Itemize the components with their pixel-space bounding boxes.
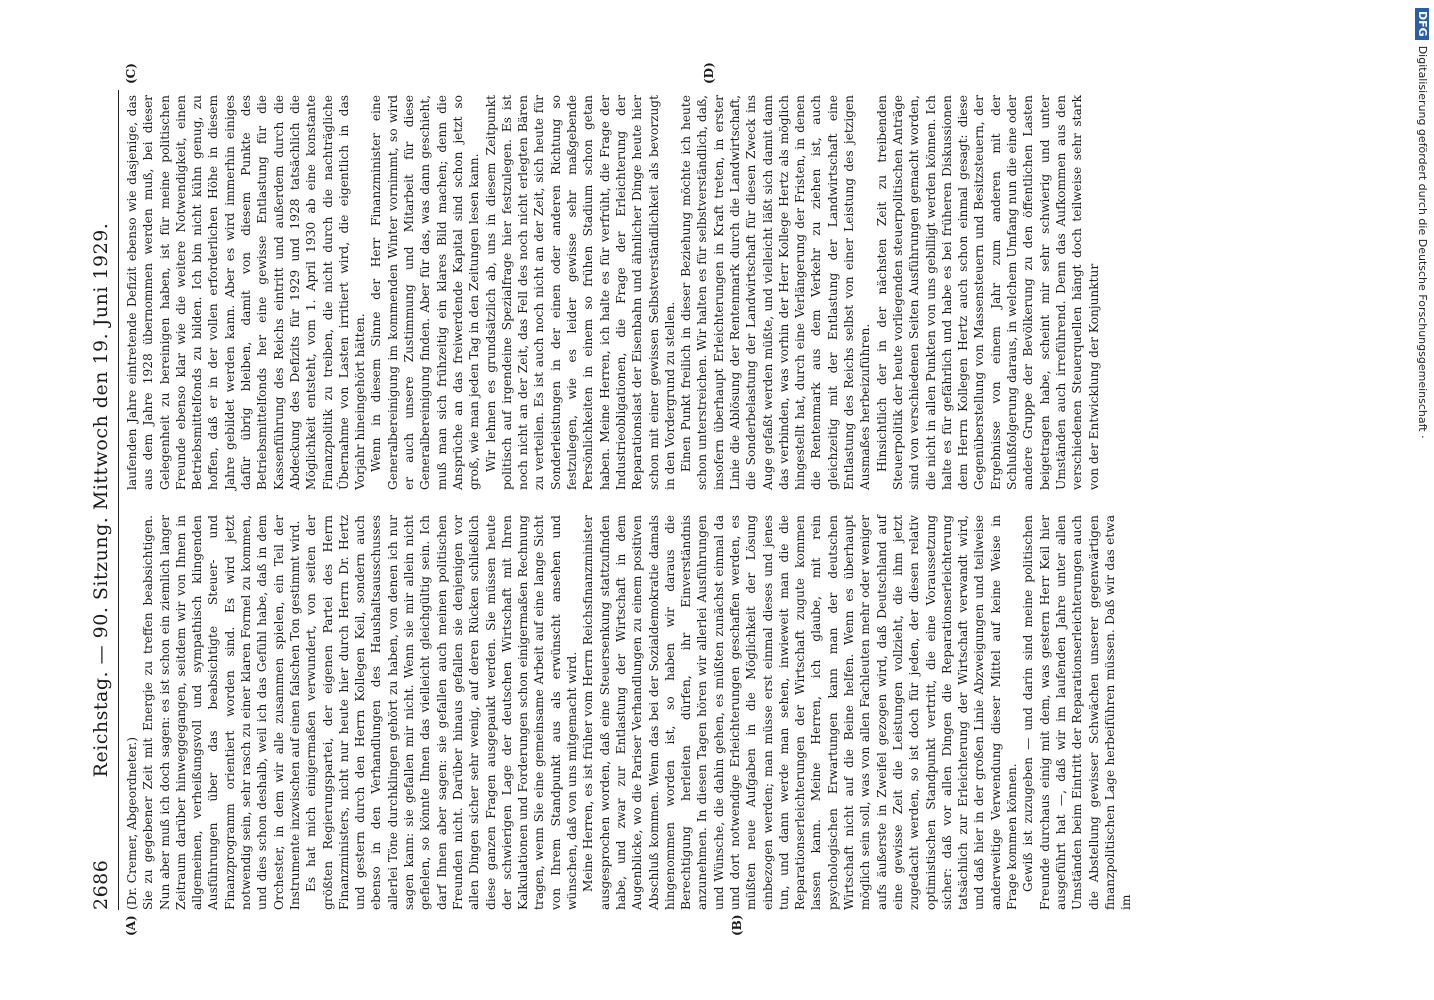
paragraph: Hinsichtlich der in der nächsten Zeit zu treibenden Steuerpolitik der heute vorliegenden steuerpolitischen Anträge sind von verschiedenen Seiten Ausführungen gemacht worden, die nicht in allen Punkten von uns gebilligt werden können. Ich halte es für gefährlich und habe es bei früheren Diskussionen dem Herrn Kollegen Hertz auch schon einmal gesagt: diese Gegenüberstellung von Massensteuern und Besitzsteuern, der Ergebnisse von einem Jahr zum anderen mit der Schlußfolgerung daraus, in welchem Umfang nun die eine oder andere Gruppe der Bevölkerung zu den öffentlichen Lasten beigetragen habe, scheint mir sehr schwierig und unter Umständen auch irreführend. Denn das Aufkommen aus den verschiedenen Steuerquellen hängt doch teilweise sehr stark von der Entwicklung der Konjunktur [874,95,1101,490]
header-title: Reichstag. — 90. Sitzung. Mittwoch den 19. Juni 1929. [90,222,112,778]
margin-marker-b: (B) [730,914,744,936]
page-number: 2686 [90,859,112,910]
dfg-credit: Digitalisierung gefördert durch die Deutsche Forschungsgemeinschaft · [1416,45,1429,439]
dfg-sidebar-text [1411,8,1433,1000]
paragraph: Gewiß ist zuzugeben — und darin sind meine politischen Freunde durchaus einig mit dem, was gestern Herr Keil hier ausgeführt hat —, daß wir im laufenden Jahre unter allen Umständen beim Eintritt der Reparationserleichterungen auch die Abstellung gewisser Schwächen unserer gegenwärtigen finanzpolitischen Lage herbeiführen müssen. Daß wir das etwa im [1021,515,1134,910]
running-header [90,90,114,910]
left-column [124,515,1330,910]
paragraph: Sie zu gegebener Zeit mit Energie zu treffen beabsichtigen. Nun aber muß ich doch sagen: es ist schon ein ziemlich langer Zeitraum darüber hinweggegangen, seitdem wir von Ihnen in allgemeinen, verheißungsvoll und sympathisch klingenden Ausführungen über das beabsichtigte Steuer- und Finanzprogramm orientiert worden sind. Es wird jetzt notwendig sein, sehr rasch zu einer klaren Formel zu kommen, und dies schon deshalb, weil ich das Gefühl habe, daß in dem Orchester, in dem wir alle zusammen spielen, ein Teil der Instrumente inzwischen auf einen falschen Ton gestimmt wird. [141,515,302,910]
paragraph: Es hat mich einigermaßen verwundert, von seiten der größten Regierungspartei, der eigenen Partei des Herrn Finanzministers, nicht nur heute hier durch Herrn Dr. Hertz und gestern durch den Herrn Kollegen Keil, sondern auch ebenso in den Verhandlungen des Haushaltsausschusses allerlei Töne durchklingen gehört zu haben, von denen ich nur sagen kann: sie gefallen mir nicht. Wenn sie mir allein nicht gefielen, so könnte Ihnen das vielleicht gleichgültig sein. Ich darf Ihnen aber sagen: sie gefallen auch meinen politischen Freunden nicht. Darüber hinaus gefallen sie denjenigen vor allen Dingen sicher sehr wenig, auf deren Rücken schließlich diese ganzen Fragen ausgepaukt werden. Sie müssen heute der schwierigen Lage der deutschen Wirtschaft mit Ihren Kalkulationen und Forderungen schon einigermaßen Rechnung tragen, wenn Sie eine gemeinsame Arbeit auf eine lange Sicht von Ihrem Standpunkt aus als erwünscht ansehen und wünschen, daß von uns mitgemacht wird. [304,515,580,910]
right-column [124,95,1330,490]
margin-marker-a: (A) [124,915,138,936]
document-page [90,62,1330,936]
header-rule [118,90,119,910]
paragraph: laufenden Jahre eintretende Defizit ebenso wie dasjenige, das aus dem Jahre 1928 übernommen werden muß, bei dieser Gelegenheit zu bereinigen haben, ist für meine politischen Freunde ebenso klar wie die weitere Notwendigkeit, einen Betriebsmittelfonds zu bilden. Ich bin nicht kühn genug, zu hoffen, daß er in der vollen erforderlichen Höhe in diesem Jahre gebildet werden kann. Aber es wird immerhin einiges dafür übrig bleiben, damit von diesem Punkte des Betriebsmittelfonds her eine gewisse Entlastung für die Kassenführung des Reichs eintritt und außerdem durch die Abdeckung des Defizits für 1929 und 1928 tatsächlich die Möglichkeit entsteht, vom 1. April 1930 ab eine konstante Finanzpolitik zu treiben, die nicht durch die nachträgliche Übernahme von Lasten irritiert wird, die eigentlich in das Vorjahr hineingehört hätten. [125,95,368,490]
paragraph: Einen Punkt freilich in dieser Beziehung möchte ich heute schon unterstreichen. Wir halten es für selbstverständlich, daß, insofern überhaupt Erleichterungen in Kraft treten, in erster Linie die Ablösung der Rentenmark durch die Landwirtschaft, die Sonderbelastung der Landwirtschaft für diesen Zweck ins Auge gefaßt werden müßte, und vielleicht läßt sich damit dann das verbinden, was vorhin der Herr Kollege Hertz als möglich hingestellt hat, durch eine Verlängerung der Fristen, in denen die Rentenmark aus dem Verkehr zu ziehen ist, auch gleichzeitig mit der Entlastung der Landwirtschaft eine Entlastung des Reichs selbst von einer Leistung des jetzigen Ausmaßes herbeizuführen. [679,95,873,490]
dfg-sidebar [1411,8,1433,1000]
margin-marker-d: (D) [702,62,716,84]
dfg-logo: DFG [1415,8,1429,40]
paragraph: Meine Herren, es ist früher vom Herrn Reichsfinanzminister ausgesprochen worden, daß eine Steuersenkung stattzufinden habe, und zwar zur Entlastung der Wirtschaft in dem Augenblicke, wo die Pariser Verhandlungen zu einem positiven Abschluß kommen. Wenn das bei der Sozialdemokratie damals hingenommen worden ist, so haben wir daraus die Berechtigung herleiten dürfen, ihr Einverständnis anzunehmen. In diesen Tagen hören wir allerlei Ausführungen und Wünsche, die dahin gehen, es müßten zunächst einmal da und dort notwendige Erleichterungen geschaffen werden, es müßten neue Aufgaben in die Möglichkeit der Lösung einbezogen werden; man müsse erst einmal dieses und jenes tun, und dann werde man sehen, inwieweit man die die Reparationserleichterungen der Wirtschaft zugute kommen lassen kann. Meine Herren, ich glaube, mit rein psychologischen Erwartungen kann man der deutschen Wirtschaft nicht auf die Beine helfen. Wenn es überhaupt möglich sein soll, was von allen Fachleuten mehr oder weniger aufs äußerste in Zweifel gezogen wird, daß Deutschland auf eine gewisse Zeit die Leistungen vollzieht, die ihm jetzt zugedacht werden, so ist doch für jeden, der diesen relativ optimistischen Standpunkt vertritt, die eine Voraussetzung sicher: daß vor allen Dingen die Reparationserleichterung tatsächlich zur Erleichterung der Wirtschaft verwandt wird, und daß hier in der großen Linie Abzweigungen und teilweise anderweitige Verwendung dieser Mittel auf keine Weise in Frage kommen können. [581,515,1020,910]
paragraph: Wir lehnen es grundsätzlich ab, uns in diesem Zeitpunkt politisch auf irgendeine Spezialfrage hier festzulegen. Es ist noch nicht an der Zeit, das Fell des noch nicht erlegten Bären zu verteilen. Es ist auch noch nicht an der Zeit, sich heute für Sonderleistungen in der einen oder anderen Richtung so festzulegen, wie es leider gewisse sehr maßgebende Persönlichkeiten in einem so frühen Stadium schon getan haben. Meine Herren, ich halte es für verfrüht, die Frage der Industrieobligationen, die Frage der Erleichterung der Reparationslast der Eisenbahn und ähnlicher Dinge heute hier schon mit einer gewissen Selbstverständlichkeit als bevorzugt in den Vordergrund zu stellen. [483,95,677,490]
speaker-line: (Dr. Cremer, Abgeordneter.) [125,737,139,910]
paragraph: Wenn in diesem Sinne der Herr Finanzminister eine Generalbereinigung im kommenden Winter vornimmt, so wird er auch unsere Zustimmung und Mitarbeit für diese Generalbereinigung finden. Aber für das, was dann geschieht, muß man sich frühzeitig ein klares Bild machen; denn die Ansprüche an das freiwerdende Kapital sind schon jetzt so groß, wie man jeden Tag in den Zeitungen lesen kann. [369,95,482,490]
margin-marker-c: (C) [124,63,138,84]
